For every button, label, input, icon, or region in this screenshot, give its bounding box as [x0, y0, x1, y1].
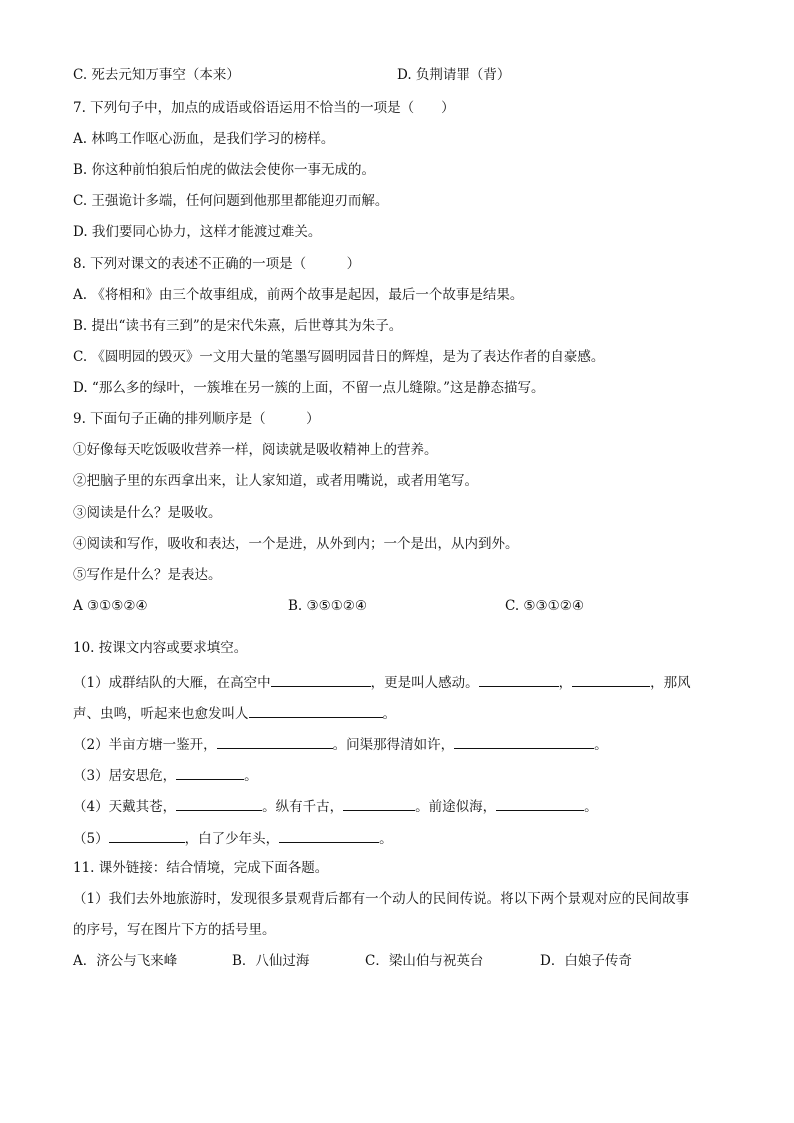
- answer-blank[interactable]: [496, 796, 584, 811]
- q10-text: ，更是叫人感动。: [370, 675, 479, 691]
- q9-option-a: A ③①⑤②④: [73, 598, 148, 614]
- q10-text: 。: [594, 737, 608, 753]
- q10-text: 。: [244, 768, 258, 784]
- q8-option-c: C. 《圆明园的毁灭》一文用大量的笔墨写圆明园昔日的辉煌，是为了表达作者的自豪感。: [73, 349, 605, 365]
- q7-stem: 7. 下列句子中，加点的成语或俗语运用不恰当的一项是（ ）: [73, 100, 455, 116]
- q9-stem: 9. 下面句子正确的排列顺序是（ ）: [73, 411, 320, 427]
- answer-blank[interactable]: [249, 703, 383, 718]
- q8-stem: 8. 下列对课文的表述不正确的一项是（ ）: [73, 256, 361, 272]
- q10-text: （5）: [73, 831, 109, 847]
- q7-option-a: A. 林鸣工作呕心沥血，是我们学习的榜样。: [73, 131, 335, 147]
- q8-option-d: D. “那么多的绿叶，一簇堆在另一簇的上面，不留一点儿缝隙。”这是静态描写。: [73, 380, 545, 396]
- answer-blank[interactable]: [572, 672, 650, 687]
- answer-blank[interactable]: [343, 796, 415, 811]
- answer-blank[interactable]: [176, 765, 244, 780]
- q7-option-d: D. 我们要同心协力，这样才能渡过难关。: [73, 224, 322, 240]
- q10-text: ，白了少年头，: [184, 831, 280, 847]
- q9-option-b: B. ③⑤①②④: [288, 598, 368, 614]
- q9-sentence-4: ④阅读和写作，吸收和表达，一个是进，从外到内；一个是出，从内到外。: [73, 536, 519, 552]
- q9-option-c: C. ⑤③①②④: [505, 598, 584, 614]
- q8-option-b: B. 提出“读书有三到”的是宋代朱熹，后世尊其为朱子。: [73, 318, 403, 334]
- q11-paragraph-2: 的序号，写在图片下方的括号里。: [73, 922, 276, 938]
- q10-line-1: [73, 672, 691, 692]
- q9-sentence-2: ②把脑子里的东西拿出来，让人家知道，或者用嘴说，或者用笔写。: [73, 473, 478, 489]
- q10-stem: 10. 按课文内容或要求填空。: [73, 640, 248, 656]
- q10-line-5: [73, 796, 598, 816]
- q11-option-c: C．梁山伯与祝英台: [365, 953, 484, 969]
- q10-text: （3）居安思危，: [73, 768, 177, 784]
- answer-blank[interactable]: [279, 828, 379, 843]
- answer-blank[interactable]: [109, 828, 185, 843]
- q10-text: 。: [382, 706, 396, 722]
- q6-option-c: C. 死去元知万事空（本来）: [73, 67, 240, 83]
- q10-text: 。前途似海，: [415, 799, 497, 815]
- q8-option-a: A. 《将相和》由三个故事组成，前两个故事是起因，最后一个故事是结果。: [73, 287, 524, 303]
- q10-text: 。纵有千古，: [262, 799, 344, 815]
- q6-option-d: D. 负荆请罪（背）: [397, 67, 511, 83]
- q10-text: 。: [584, 799, 598, 815]
- answer-blank[interactable]: [271, 672, 371, 687]
- q10-line-3: [73, 734, 608, 754]
- q10-text: （1）成群结队的大雁，在高空中: [73, 675, 271, 691]
- q9-sentence-5: ⑤写作是什么？是表达。: [73, 567, 222, 583]
- q10-text: 声、虫鸣，听起来也愈发叫人: [73, 706, 249, 722]
- q11-option-a: A．济公与飞来峰: [73, 953, 178, 969]
- q10-text: （2）半亩方塘一鉴开，: [73, 737, 217, 753]
- q11-paragraph-1: （1）我们去外地旅游时，发现很多景观背后都有一个动人的民间传说。将以下两个景观对应的民间故事: [73, 891, 690, 907]
- q10-line-2: [73, 703, 396, 723]
- q10-text: ，: [558, 675, 573, 691]
- answer-blank[interactable]: [217, 734, 333, 749]
- q10-line-4: [73, 765, 258, 785]
- q11-option-d: D．白娘子传奇: [540, 953, 632, 969]
- answer-blank[interactable]: [176, 796, 262, 811]
- q7-option-b: B. 你这种前怕狼后怕虎的做法会使你一事无成的。: [73, 162, 376, 178]
- q10-text: 。: [379, 831, 393, 847]
- q11-stem: 11. 课外链接：结合情境，完成下面各题。: [73, 860, 329, 876]
- q9-sentence-1: ①好像每天吃饭吸收营养一样，阅读就是吸收精神上的营养。: [73, 442, 438, 458]
- q10-text: ，那风: [650, 675, 691, 691]
- q10-line-6: [73, 828, 393, 848]
- q10-text: （4）天戴其苍，: [73, 799, 177, 815]
- answer-blank[interactable]: [454, 734, 594, 749]
- q7-option-c: C. 王强诡计多端，任何问题到他那里都能迎刃而解。: [73, 193, 389, 209]
- q11-option-b: B．八仙过海: [232, 953, 310, 969]
- answer-blank[interactable]: [479, 672, 559, 687]
- q9-sentence-3: ③阅读是什么？是吸收。: [73, 505, 222, 521]
- q10-text: 。问渠那得清如许，: [332, 737, 455, 753]
